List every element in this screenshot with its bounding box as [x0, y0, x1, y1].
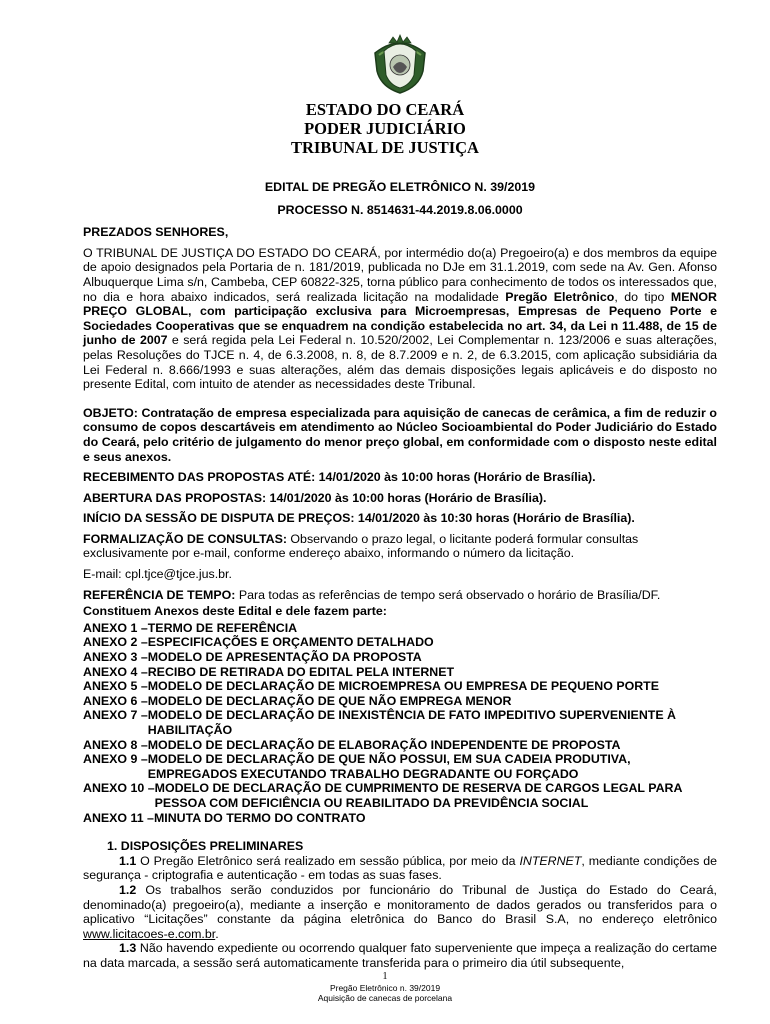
- footer-line-2: Aquisição de canecas de porcelana: [317, 993, 453, 1003]
- coat-of-arms-logo: [369, 31, 431, 95]
- inicio-line: INÍCIO DA SESSÃO DE DISPUTA DE PREÇOS: 14/01/2020 às 10:30 horas (Horário de Brasília).: [83, 511, 635, 526]
- referencia-text: Para todas as referências de tempo será observado o horário de Brasília/DF.: [235, 587, 661, 602]
- intro-paragraph: [83, 246, 717, 392]
- salutation: PREZADOS SENHORES,: [83, 225, 229, 240]
- list-item: ANEXO 11 – MINUTA DO TERMO DO CONTRATO: [83, 810, 366, 825]
- institution-header: [0, 100, 770, 157]
- list-item: ANEXO 1 – TERMO DE REFERÊNCIA: [83, 620, 298, 635]
- clause-1-2: 1.2 Os trabalhos serão conduzidos por funcionário do Tribunal de Justiça do Estado do Ceará, denominado(a) pregoeiro(a), mediante a inserção e monitoramento de dados gerados ou transferidos para o aplicativo “Licitações” constante da página eletrônica do Banco do Brasil S.A, no endereço eletrônico www.licitacoes-e.com.br.: [83, 882, 717, 941]
- intro-text-3: e será regida pela Lei Federal n. 10.520/2002, Lei Complementar n. 123/2006 e suas alterações, pelas Resoluções do TJCE n. 4, de 6.3.2008, n. 8, de 8.7.2009 e n. 2, de 6.3.2015, com aplicação subsidiária da Lei Federal n. 8.666/1993 e suas alterações, além das demais disposições legais aplicáveis e do disposto no presente Edital, com intuito de atender as necessidades deste Tribunal.: [83, 333, 717, 392]
- edital-title: EDITAL DE PREGÃO ELETRÔNICO N. 39/2019: [264, 180, 536, 194]
- intro-text-1: O TRIBUNAL DE JUSTIÇA DO ESTADO DO CEARÁ, por intermédio do(a) Pregoeiro(a) e dos membros da equipe de apoio designados pela Portaria de n. 181/2019, publicada no DJe em 31.1.2019, com sede na Av. Gen. Afonso Albuquerque Lima s/n, Cambeba, CEP 60822-325, torna público para conhecimento de todos os interessados que, no dia e hora abaixo indicados, será realizada licitação na modalidade: [83, 245, 717, 304]
- page-footer: [0, 971, 770, 1003]
- clause-1-3-number: 1.3: [119, 941, 137, 956]
- intro-bold-type: MENOR PREÇO GLOBAL: [83, 289, 717, 319]
- clause-1-1: 1.1 O Pregão Eletrônico será realizado em sessão pública, por meio da INTERNET, mediante condições de segurança - criptografia e autenticação - em todas as suas fases.: [83, 853, 717, 883]
- clause-1-1-number: 1.1: [119, 853, 137, 868]
- footer-line-1: Pregão Eletrônico n. 39/2019: [329, 983, 441, 993]
- referencia-paragraph: [83, 588, 717, 603]
- header-judiciary: PODER JUDICIÁRIO: [304, 119, 466, 138]
- intro-bold-modality: Pregão Eletrônico: [505, 289, 615, 304]
- formalizacao-label: FORMALIZAÇÃO DE CONSULTAS:: [83, 531, 287, 546]
- section-1-title: 1. DISPOSIÇÕES PRELIMINARES: [107, 839, 304, 854]
- clause-1-3: 1.3 Não havendo expediente ou ocorrendo qualquer fato superveniente que impeça a realização do certame na data marcada, a sessão será automaticamente transferida para o primeiro dia útil subsequente,: [83, 941, 717, 970]
- list-item: ANEXO 9 – MODELO DE DECLARAÇÃO DE QUE NÃO POSSUI, EM SUA CADEIA PRODUTIVA, EMPREGADOS EXECUTANDO TRABALHO DEGRADANTE OU FORÇADO: [83, 752, 631, 781]
- licitacoes-link[interactable]: www.licitacoes-e.com.br: [83, 926, 216, 941]
- objeto-paragraph: OBJETO: Contratação de empresa especializada para aquisição de canecas de cerâmica, a fim de reduzir o consumo de copos descartáveis em atendimento ao Núcleo Socioambiental do Poder Judiciário do Estado do Ceará, pelo critério de julgamento do menor preço global, em conformidade com o disposto neste edital e seus anexos.: [83, 405, 717, 464]
- anexos-list: [83, 621, 717, 825]
- page-number: 1: [382, 971, 388, 982]
- list-item: ANEXO 7 – MODELO DE DECLARAÇÃO DE INEXISTÊNCIA DE FATO IMPEDITIVO SUPERVENIENTE À HABILITAÇÃO: [83, 708, 676, 737]
- formalizacao-text: Observando o prazo legal, o licitante poderá formular consultas exclusivamente por e-mail, conforme endereço abaixo, informando o número da licitação.: [83, 531, 639, 561]
- referencia-label: REFERÊNCIA DE TEMPO:: [83, 587, 236, 602]
- list-item: ANEXO 6 – MODELO DE DECLARAÇÃO DE QUE NÃO EMPREGA MENOR: [83, 693, 512, 708]
- clause-1-2-number: 1.2: [119, 882, 137, 897]
- intro-bold-exclusive: , com participação exclusiva para Microempresas, Empresas de Pequeno Porte e Sociedades Cooperativas que se enquadrem na condição estabelecida no art. 34, da Lei n 11.488, de 15 de junho de 2007: [83, 304, 717, 348]
- list-item: ANEXO 8 – MODELO DE DECLARAÇÃO DE ELABORAÇÃO INDEPENDENTE DE PROPOSTA: [83, 737, 621, 752]
- anexos-intro: Constituem Anexos deste Edital e dele fazem parte:: [83, 604, 387, 619]
- processo-number: PROCESSO N. 8514631-44.2019.8.06.0000: [277, 202, 523, 217]
- list-item: ANEXO 5 – MODELO DE DECLARAÇÃO DE MICROEMPRESA OU EMPRESA DE PEQUENO PORTE: [83, 679, 660, 694]
- document-body: [83, 180, 717, 971]
- recebimento-line: RECEBIMENTO DAS PROPOSTAS ATÉ: 14/01/2020 às 10:00 horas (Horário de Brasília).: [83, 470, 596, 485]
- intro-text-2: , do tipo: [614, 289, 671, 304]
- list-item: ANEXO 10 – MODELO DE DECLARAÇÃO DE CUMPRIMENTO DE RESERVA DE CARGOS LEGAL PARA PESSOA COM DEFICIÊNCIA OU REABILITADO DA PREVIDÊNCIA SOCIAL: [83, 781, 682, 810]
- header-court: TRIBUNAL DE JUSTIÇA: [291, 138, 479, 157]
- formalizacao-paragraph: [83, 532, 717, 561]
- list-item: ANEXO 2 – ESPECIFICAÇÕES E ORÇAMENTO DETALHADO: [83, 635, 434, 650]
- header-state: ESTADO DO CEARÁ: [305, 100, 465, 119]
- list-item: ANEXO 4 – RECIBO DE RETIRADA DO EDITAL PELA INTERNET: [83, 664, 455, 679]
- abertura-line: ABERTURA DAS PROPOSTAS: 14/01/2020 às 10:00 horas (Horário de Brasília).: [83, 490, 547, 505]
- email-line: E-mail: cpl.tjce@tjce.jus.br.: [83, 567, 232, 582]
- list-item: ANEXO 3 – MODELO DE APRESENTAÇÃO DA PROPOSTA: [83, 650, 422, 665]
